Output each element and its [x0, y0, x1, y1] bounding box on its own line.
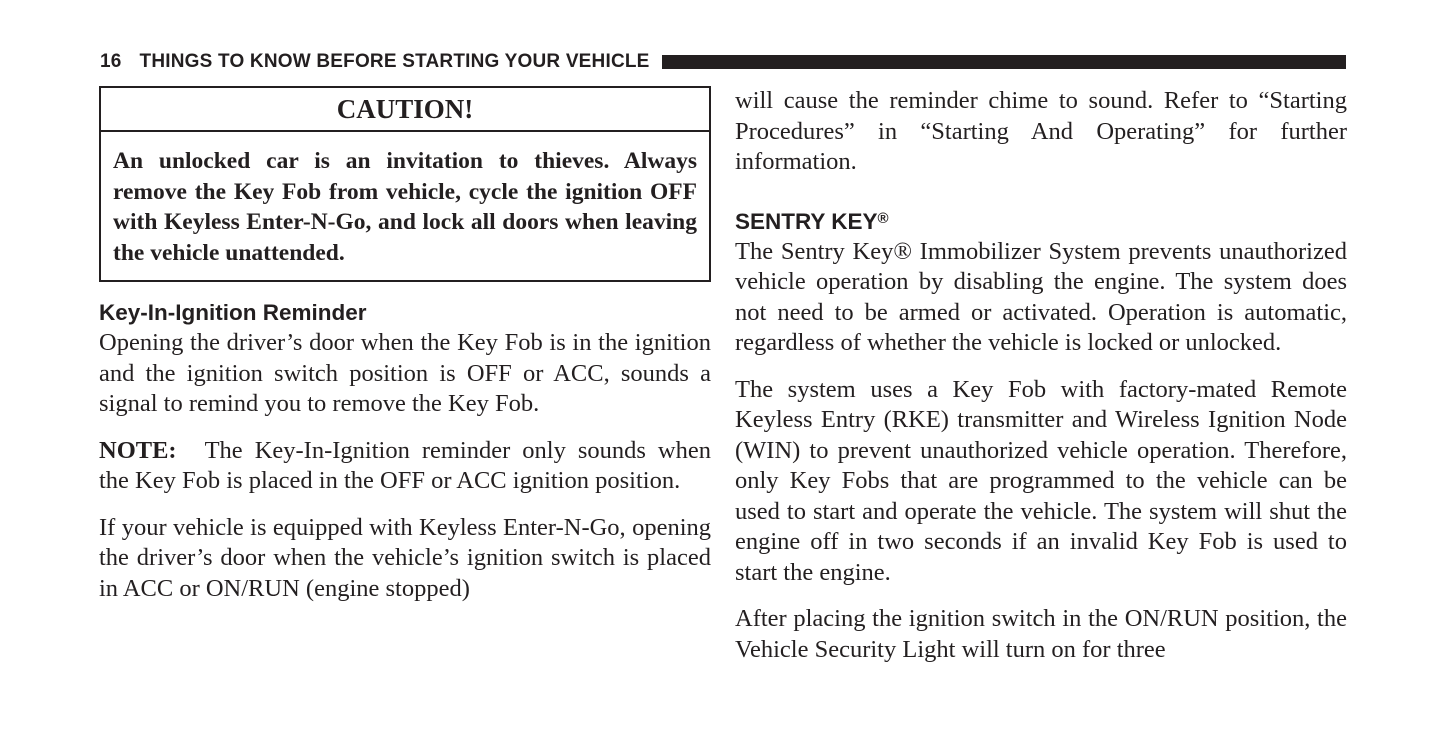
page-number: 16	[100, 51, 122, 72]
left-column	[99, 86, 711, 604]
note-paragraph	[99, 436, 711, 497]
sentry-key-heading	[735, 204, 1347, 237]
continuation-paragraph: will cause the reminder chime to sound. Refer to “Starting Procedures” in “Starting And Operating” for further information.	[735, 87, 1347, 175]
registered-mark: ®	[877, 209, 889, 227]
keyless-paragraph: If your vehicle is equipped with Keyless Enter-N-Go, opening the driver’s door when the vehicle’s ignition switch is placed in ACC or ON/RUN (engine stopped)	[99, 513, 711, 602]
caution-box	[99, 86, 711, 282]
right-column	[735, 86, 1347, 665]
page-header	[100, 50, 1346, 74]
note-text: The Key-In-Ignition reminder only sounds when the Key Fob is placed in the OFF or ACC ignition position.	[99, 436, 711, 494]
caution-title: CAUTION!	[101, 88, 709, 132]
key-in-ignition-paragraph: Opening the driver’s door when the Key Fob is in the ignition and the ignition switch position is OFF or ACC, sounds a signal to remind you to remove the Key Fob.	[99, 329, 711, 417]
sentry-key-paragraph-3: After placing the ignition switch in the ON/RUN position, the Vehicle Security Light will turn on for three	[735, 605, 1347, 663]
caution-body	[101, 132, 709, 280]
key-in-ignition-heading: Key-In-Ignition Reminder	[99, 300, 367, 325]
header-rule	[662, 55, 1346, 69]
note-label: NOTE:	[99, 436, 177, 464]
sentry-key-heading-text: SENTRY KEY	[735, 208, 878, 234]
chapter-title: THINGS TO KNOW BEFORE STARTING YOUR VEHICLE	[139, 51, 650, 72]
sentry-key-paragraph-2: The system uses a Key Fob with factory-mated Remote Keyless Entry (RKE) transmitter and Wireless Ignition Node (WIN) to prevent unauthorized vehicle operation. Therefore, only Key Fobs that are programmed to the vehicle can be used to start and operate the vehicle. The system will shut the engine off in two seconds if an invalid Key Fob is used to start the engine.	[735, 375, 1347, 586]
sentry-key-paragraph-1: The Sentry Key® Immobilizer System prevents unauthorized vehicle operation by disabling the engine. The system does not need to be armed or activated. Operation is automatic, regardless of whether the vehicle is locked or unlocked.	[735, 237, 1347, 356]
caution-text: An unlocked car is an invitation to thieves. Always remove the Key Fob from vehicle, cycle the ignition OFF with Keyless Enter-N-Go, and lock all doors when leaving the vehicle unattended.	[113, 148, 697, 266]
